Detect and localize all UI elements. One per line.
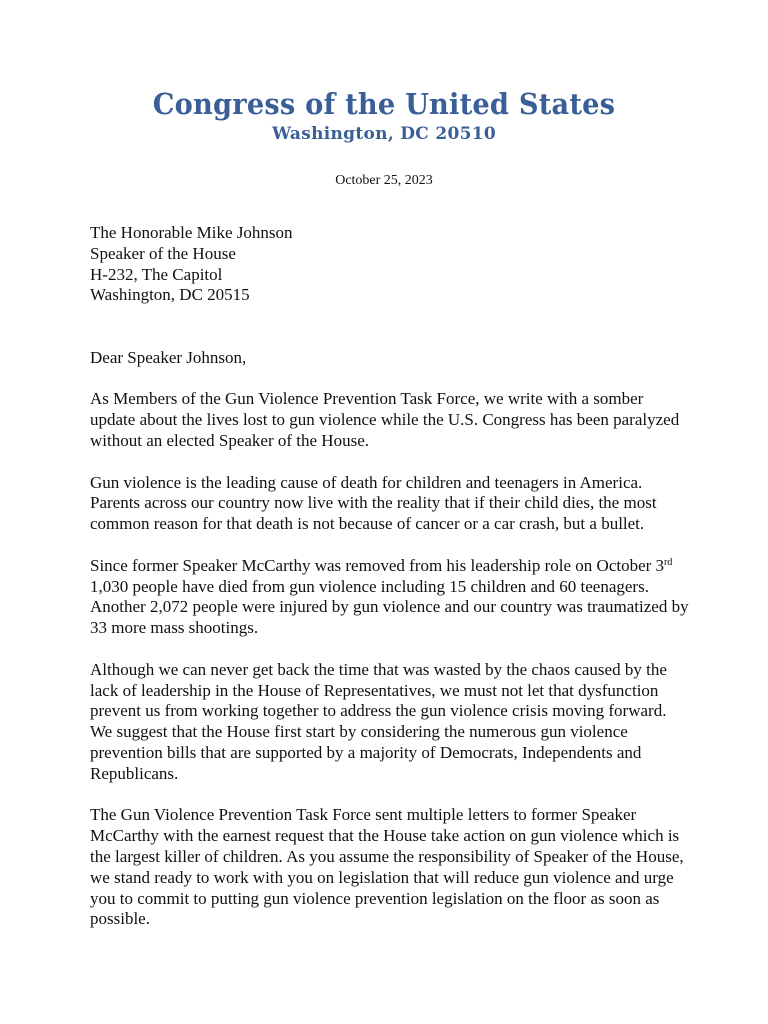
letterhead [0, 86, 768, 145]
salutation: Dear Speaker Johnson, [90, 347, 247, 367]
recipient-address [90, 223, 690, 306]
ordinal-suffix: rd [664, 556, 673, 568]
paragraph-4: Although we can never get back the time that was wasted by the chaos caused by the lack of leadership in the House of Representatives, we must not let that dysfunction prevent us from working together to address the gun violence crisis moving forward. We suggest that the House first start by considering the numerous gun violence prevention bills that are supported by a majority of Democrats, Independents and Republicans. [90, 659, 667, 783]
spacer [90, 369, 690, 390]
spacer [90, 306, 690, 327]
recipient-office: H-232, The Capitol [90, 264, 223, 284]
recipient-city: Washington, DC 20515 [90, 285, 250, 305]
paragraph-3-before: Since former Speaker McCarthy was removed from his leadership role on October 3 [90, 555, 665, 575]
letter-date: October 25, 2023 [335, 173, 433, 188]
recipient-title: Speaker of the House [90, 243, 236, 263]
paragraph-2: Gun violence is the leading cause of death for children and teenagers in America. Parents across our country now live with the reality that if their child dies, the most common reason for that death is not because of cancer or a car crash, but a bullet. [90, 472, 657, 534]
paragraph-5: The Gun Violence Prevention Task Force sent multiple letters to former Speaker McCarthy with the earnest request that the House take action on gun violence which is the largest killer of children. As you assume the responsibility of Speaker of the House, we stand ready to work with you on legislation that will reduce gun violence and urge you to commit to putting gun violence prevention legislation on the floor as soon as possible. [90, 805, 684, 929]
spacer [90, 452, 690, 473]
recipient-name: The Honorable Mike Johnson [90, 223, 293, 242]
paragraph-3-after: 1,030 people have died from gun violence including 15 children and 60 teenagers. Another 2,072 people were injured by gun violence and our country was traumatized by 33 more mass shootings. [90, 576, 689, 638]
letterhead-subtitle: Washington, DC 20510 [272, 124, 496, 144]
spacer [90, 327, 690, 348]
paragraph-3 [90, 556, 690, 639]
spacer [90, 535, 690, 556]
letterhead-title: Congress of the United States [152, 87, 616, 121]
paragraph-1: As Members of the Gun Violence Prevention Task Force, we write with a somber update about the lives lost to gun violence while the U.S. Congress has been paralyzed without an elected Speaker of the House. [90, 389, 680, 450]
letter-body [90, 223, 690, 930]
spacer [90, 785, 690, 806]
spacer [90, 639, 690, 660]
